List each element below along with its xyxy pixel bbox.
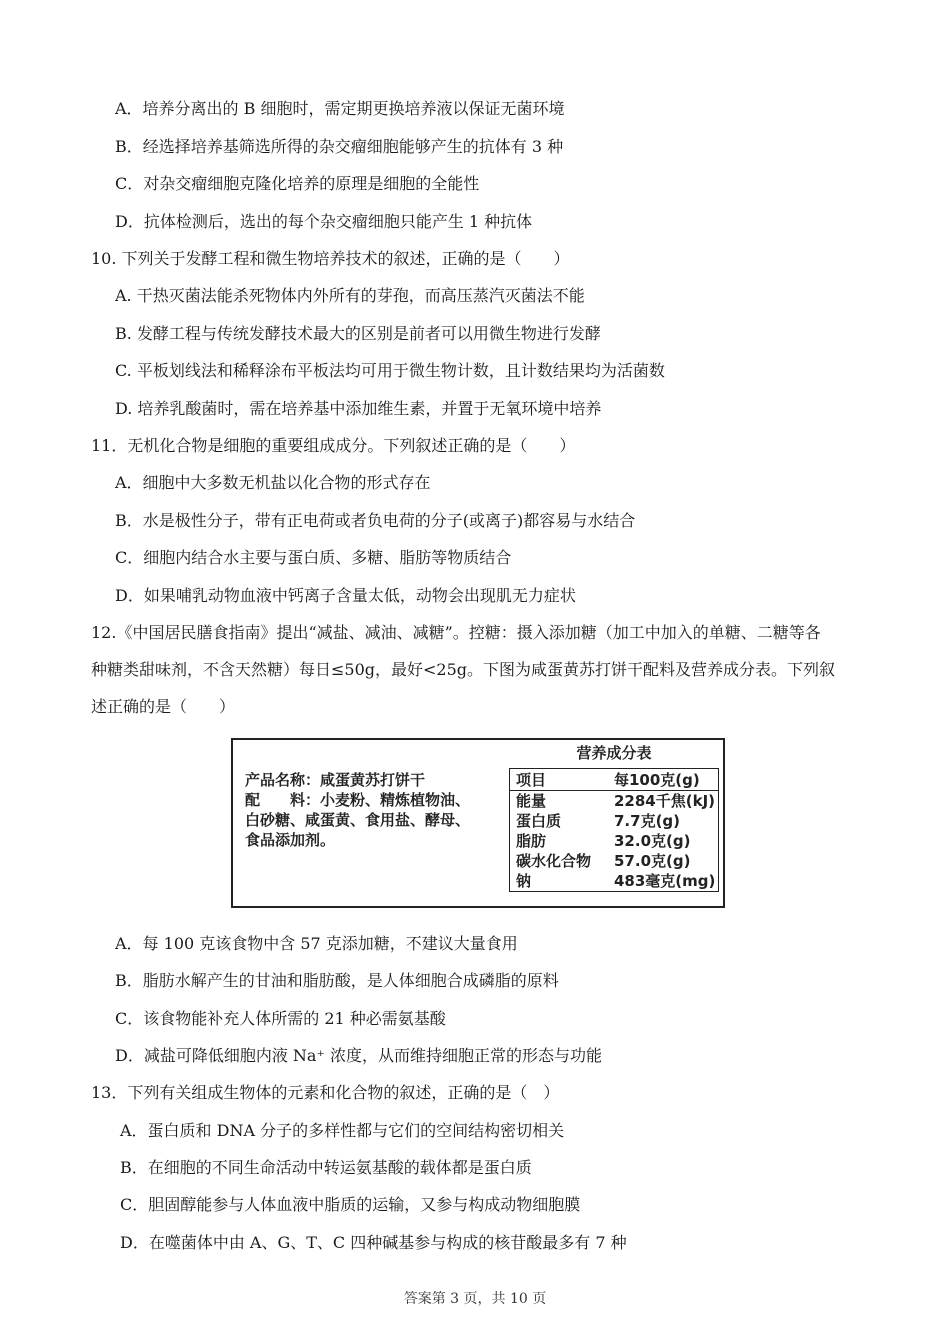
nutrition-value: 57.0克(g) (614, 852, 691, 870)
q13-option-a: A．蛋白质和 DNA 分子的多样性都与它们的空间结构密切相关 (120, 1121, 565, 1140)
nutrition-table (509, 768, 719, 892)
q12-option-a: A．每 100 克该食物中含 57 克添加糖，不建议大量食用 (115, 934, 518, 953)
nutrition-row-fat (516, 831, 716, 851)
nutrition-value: 7.7克(g) (614, 812, 681, 830)
nutrition-value: 2284千焦(kJ) (614, 792, 716, 810)
q9-option-c: C．对杂交瘤细胞克隆化培养的原理是细胞的全能性 (115, 174, 480, 193)
nutrition-key: 碳水化合物 (516, 852, 592, 870)
ingredients-line-2: 白砂糖、咸蛋黄、食用盐、酵母、 (245, 811, 471, 829)
q12-stem-line-1: 12.《中国居民膳食指南》提出“减盐、减油、减糖”。控糖：摄入添加糖（加工中加入的单糖、二糖等各 (91, 623, 821, 642)
nutrition-key: 脂肪 (516, 832, 547, 850)
q9-option-d: D．抗体检测后，选出的每个杂交瘤细胞只能产生 1 种抗体 (115, 212, 533, 231)
nutrition-value: 483毫克(mg) (614, 872, 716, 890)
q11-stem: 11．无机化合物是细胞的重要组成成分。下列叙述正确的是（ ） (91, 436, 576, 455)
q11-option-c: C．细胞内结合水主要与蛋白质、多糖、脂肪等物质结合 (115, 548, 512, 567)
q13-option-b: B．在细胞的不同生命活动中转运氨基酸的载体都是蛋白质 (120, 1158, 532, 1177)
q12-option-b: B．脂肪水解产生的甘油和脂肪酸，是人体细胞合成磷脂的原料 (115, 971, 559, 990)
nutrition-table-title: 营养成分表 (576, 744, 652, 762)
q12-stem-line-2: 种糖类甜味剂，不含天然糖）每日≤50g，最好<25g。下图为咸蛋黄苏打饼干配料及营养成分表。下列叙 (91, 660, 836, 679)
food-label-figure (231, 738, 725, 908)
q10-option-a: A. 干热灭菌法能杀死物体内外所有的芽孢，而高压蒸汽灭菌法不能 (115, 286, 585, 305)
product-info (245, 770, 505, 850)
q11-option-a: A．细胞中大多数无机盐以化合物的形式存在 (115, 473, 431, 492)
nutrition-header-row (516, 770, 716, 790)
q9-option-b: B．经选择培养基筛选所得的杂交瘤细胞能够产生的抗体有 3 种 (115, 137, 564, 156)
q11-option-d: D．如果哺乳动物血液中钙离子含量太低，动物会出现肌无力症状 (115, 586, 576, 605)
q12-stem-line-3: 述正确的是（ ） (91, 697, 236, 716)
q10-option-d: D. 培养乳酸菌时，需在培养基中添加维生素，并置于无氧环境中培养 (115, 399, 602, 418)
nutrition-row-energy (516, 791, 716, 811)
q9-option-a: A．培养分离出的 B 细胞时，需定期更换培养液以保证无菌环境 (115, 99, 565, 118)
page-footer: 答案第 3 页，共 10 页 (403, 1291, 547, 1307)
nutrition-key: 钠 (516, 872, 532, 890)
q13-option-c: C．胆固醇能参与人体血液中脂质的运输，又参与构成动物细胞膜 (120, 1195, 581, 1214)
nutrition-key: 蛋白质 (516, 812, 562, 830)
q10-option-c: C. 平板划线法和稀释涂布平板法均可用于微生物计数，且计数结果均为活菌数 (115, 361, 665, 380)
product-name: 产品名称：咸蛋黄苏打饼干 (245, 771, 426, 789)
q12-option-c: C．该食物能补充人体所需的 21 种必需氨基酸 (115, 1009, 446, 1028)
nutrition-row-carbohydrate (516, 851, 716, 871)
nutrition-row-protein (516, 811, 716, 831)
nutrition-row-sodium (516, 871, 716, 891)
q12-option-d: D．减盐可降低细胞内液 Na⁺ 浓度，从而维持细胞正常的形态与功能 (115, 1046, 602, 1065)
nutrition-value: 32.0克(g) (614, 832, 691, 850)
header-per-100g: 每100克(g) (614, 771, 700, 789)
nutrition-key: 能量 (516, 792, 547, 810)
q13-option-d: D．在噬菌体中由 A、G、T、C 四种碱基参与构成的核苷酸最多有 7 种 (120, 1233, 627, 1252)
q13-stem: 13．下列有关组成生物体的元素和化合物的叙述，正确的是（ ） (91, 1083, 560, 1102)
q11-option-b: B．水是极性分子，带有正电荷或者负电荷的分子(或离子)都容易与水结合 (115, 511, 636, 530)
header-item: 项目 (516, 771, 547, 789)
q10-option-b: B. 发酵工程与传统发酵技术最大的区别是前者可以用微生物进行发酵 (115, 324, 601, 343)
ingredients-line-3: 食品添加剂。 (245, 831, 336, 849)
ingredients-line-1: 配 料：小麦粉、精炼植物油、 (245, 791, 471, 809)
q10-stem: 10. 下列关于发酵工程和微生物培养技术的叙述，正确的是（ ） (91, 249, 570, 268)
